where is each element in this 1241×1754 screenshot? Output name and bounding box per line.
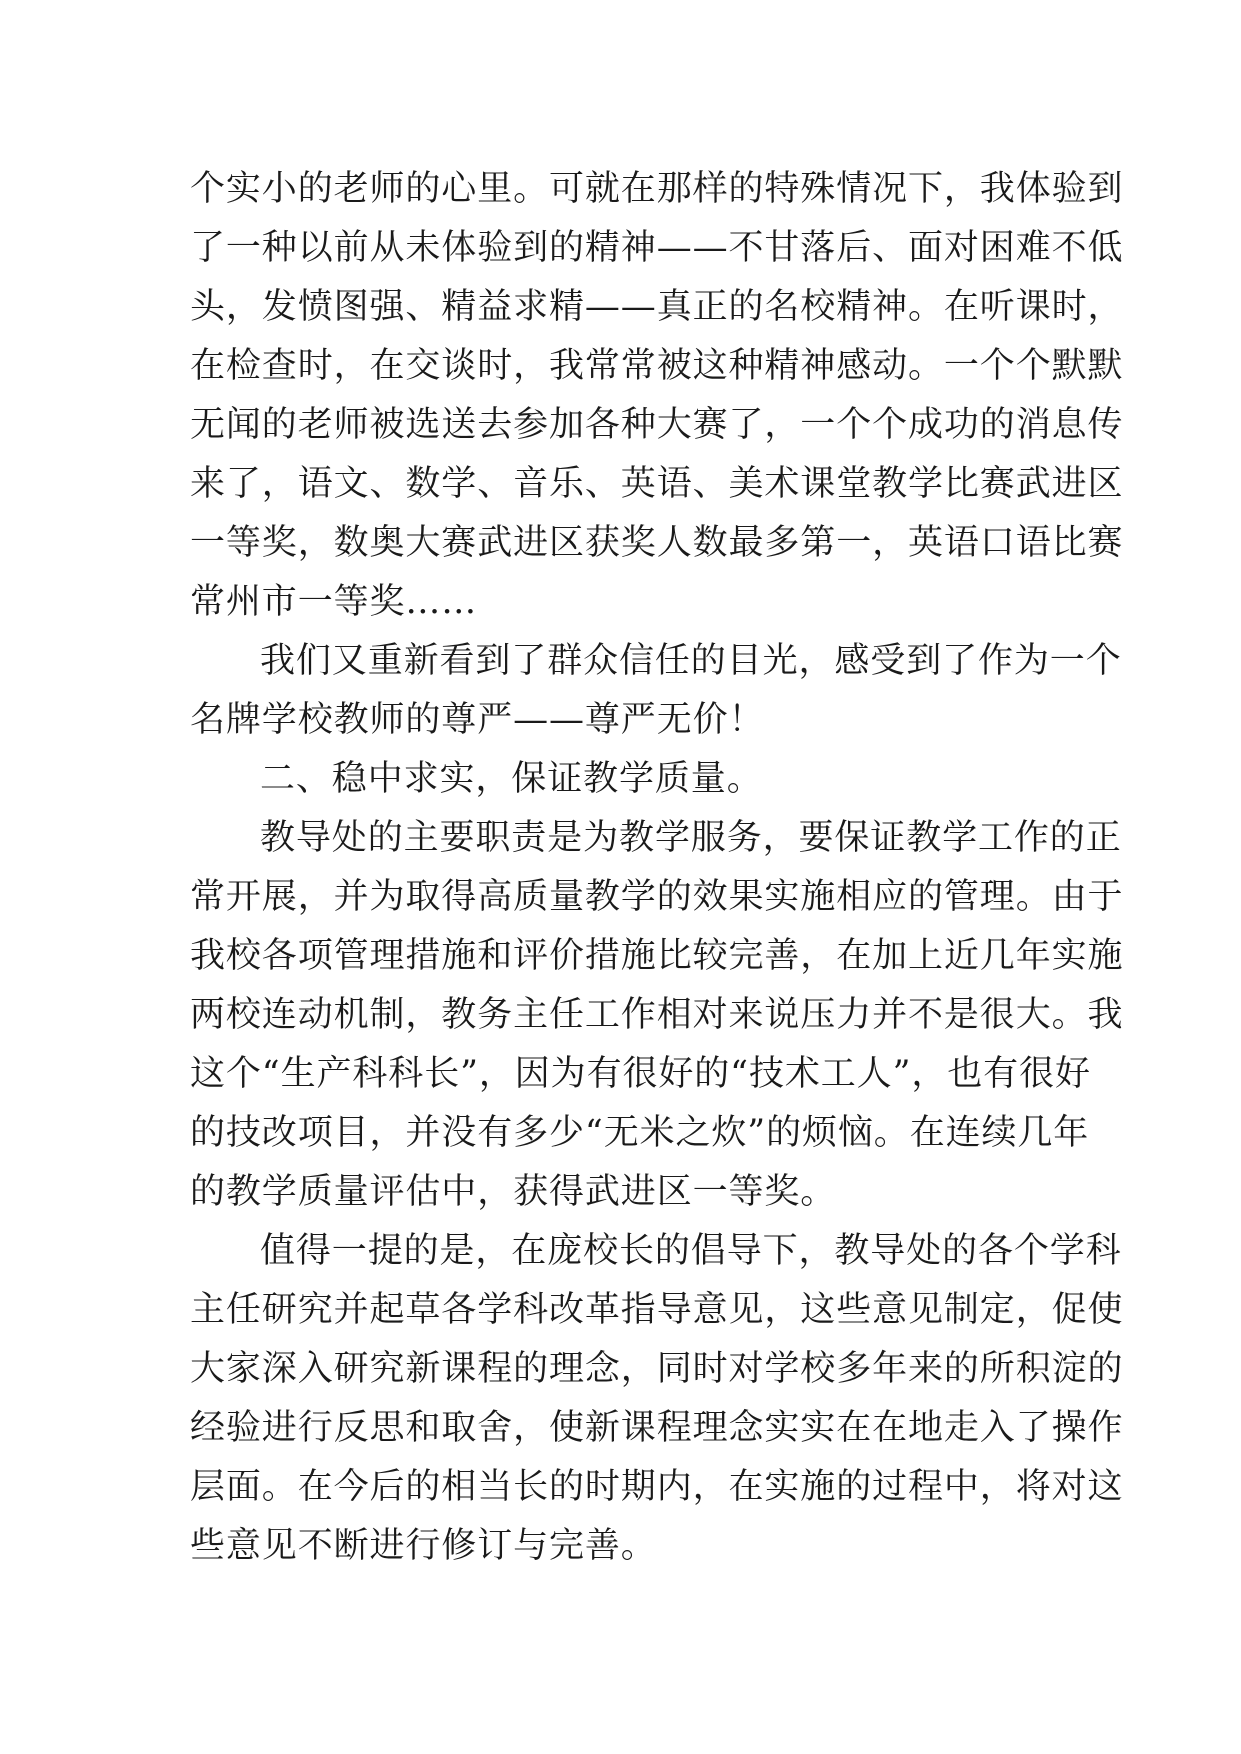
text-line: 个实小的老师的心里。可就在那样的特殊情况下，我体验到 [190, 169, 1124, 209]
text-line: 两校连动机制，教务主任工作相对来说压力并不是很大。我 [190, 995, 1124, 1035]
paragraph-first-line: 我们又重新看到了群众信任的目光，感受到了作为一个 [260, 641, 1122, 681]
text-line: 经验进行反思和取舍，使新课程理念实实在在地走入了操作 [190, 1408, 1124, 1448]
text-line: 大家深入研究新课程的理念，同时对学校多年来的所积淀的 [190, 1349, 1124, 1389]
text-line: 的教学质量评估中，获得武进区一等奖。 [190, 1172, 837, 1212]
text-line: 的技改项目，并没有多少“无米之炊”的烦恼。在连续几年 [190, 1113, 1090, 1153]
body-text [190, 160, 1124, 1576]
text-line: 我校各项管理措施和评价措施比较完善，在加上近几年实施 [190, 936, 1124, 976]
text-line: 来了，语文、数学、音乐、英语、美术课堂教学比赛武进区 [190, 464, 1124, 504]
text-line: 了一种以前从未体验到的精神——不甘落后、面对困难不低 [190, 228, 1124, 268]
text-line: 一等奖，数奥大赛武进区获奖人数最多第一，英语口语比赛 [190, 523, 1124, 563]
text-line: 名牌学校教师的尊严——尊严无价！ [190, 700, 765, 740]
text-line: 层面。在今后的相当长的时期内，在实施的过程中，将对这 [190, 1467, 1124, 1507]
text-line: 常州市一等奖…… [190, 582, 478, 622]
text-line: 在检查时，在交谈时，我常常被这种精神感动。一个个默默 [190, 346, 1124, 386]
text-line: 这个“生产科科长”，因为有很好的“技术工人”，也有很好 [190, 1054, 1091, 1094]
text-line: 头，发愤图强、精益求精——真正的名校精神。在听课时， [190, 287, 1124, 327]
text-line: 常开展，并为取得高质量教学的效果实施相应的管理。由于 [190, 877, 1124, 917]
text-line: 主任研究并起草各学科改革指导意见，这些意见制定，促使 [190, 1290, 1124, 1330]
text-line: 无闻的老师被选送去参加各种大赛了，一个个成功的消息传 [190, 405, 1124, 445]
text-line: 些意见不断进行修订与完善。 [190, 1526, 657, 1566]
paragraph-first-line: 教导处的主要职责是为教学服务，要保证教学工作的正 [260, 818, 1122, 858]
section-heading: 二、稳中求实，保证教学质量。 [260, 759, 763, 799]
paragraph-first-line: 值得一提的是，在庞校长的倡导下，教导处的各个学科 [260, 1231, 1122, 1271]
